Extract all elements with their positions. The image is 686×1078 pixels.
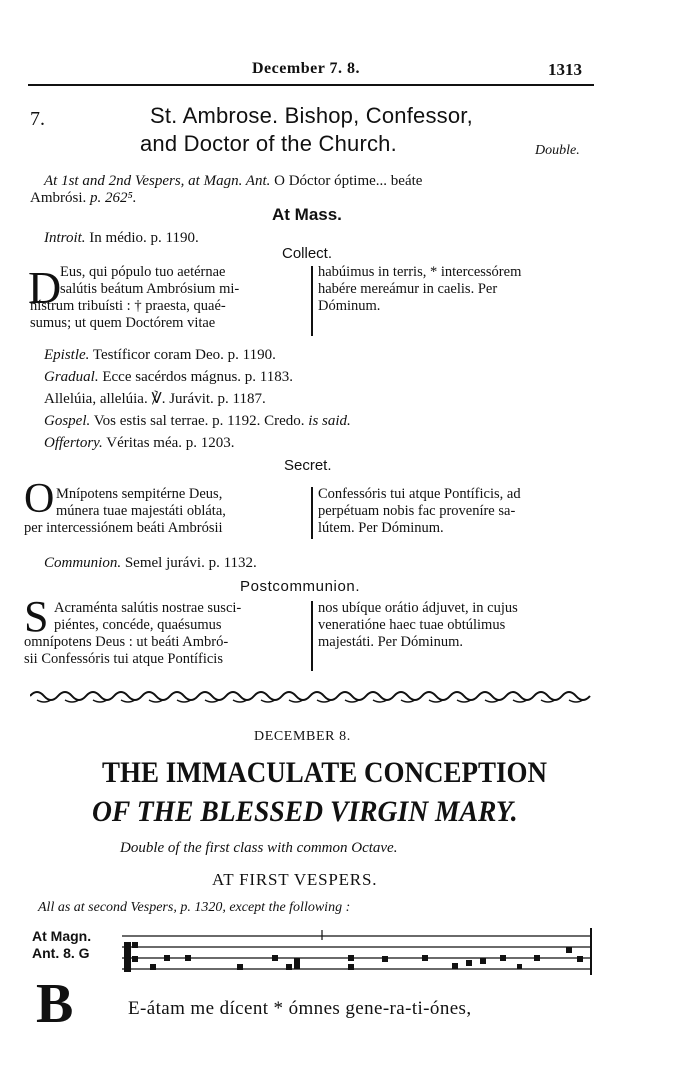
feast-title-line2: and Doctor of the Church.	[140, 131, 397, 156]
collect-column-divider	[311, 266, 313, 336]
collect-right-line: habére mereámur in caelis. Per	[318, 281, 498, 297]
mass-heading: At Mass.	[272, 205, 342, 224]
proper-text: Allelúia, allelúia. ℣. Jurávit. p. 1187.	[44, 391, 266, 407]
first-vespers-heading: AT FIRST VESPERS.	[212, 870, 378, 889]
secret-left-line: per intercessiónem beáti Ambrósii	[24, 520, 223, 536]
chant-drop-initial: B	[36, 973, 74, 1035]
vespers-note-line2	[30, 188, 136, 208]
proper-text: Vos estis sal terrae. p. 1192. Credo.	[93, 413, 305, 429]
secret-left-line: Mnípotens sempitérne Deus,	[56, 486, 223, 502]
page-number: 1313	[548, 60, 582, 79]
introit-label: Introit.	[44, 230, 86, 246]
feast2-date-label: DECEMBER 8.	[254, 729, 351, 744]
vespers-note-antiphon: O Dóctor óptime... beáte	[274, 173, 423, 189]
communion-text: Semel jurávi. p. 1132.	[124, 555, 257, 571]
introit-text: In médio. p. 1190.	[89, 230, 199, 246]
feast2-title-line2: OF THE BLESSED VIRGIN MARY.	[92, 795, 518, 828]
collect-heading: Collect.	[282, 245, 333, 262]
post-left-line: sii Confessóris tui atque Pontíficis	[24, 651, 223, 667]
chant-label-line1: At Magn.	[32, 928, 92, 944]
vespers-note-italic: At 1st and 2nd Vespers, at Magn. Ant.	[44, 173, 271, 189]
proper-label: Offertory.	[44, 435, 103, 451]
post-right-line: majestáti. Per Dóminum.	[318, 634, 463, 650]
secret-right-column	[318, 486, 594, 537]
post-left-line: Acraménta salútis nostrae susci-	[54, 600, 242, 616]
proper-suffix: is said.	[308, 413, 351, 429]
communion-line	[44, 553, 257, 573]
proper-epistle	[44, 345, 276, 365]
collect-drop-initial: D	[28, 262, 62, 313]
vespers-instruction: All as at second Vespers, p. 1320, except the following :	[38, 900, 351, 915]
collect-left-line: salútis beátum Ambrósium mi-	[60, 281, 240, 297]
collect-left-line: sumus; ut quem Doctórem vitae	[30, 315, 216, 331]
chant-staff	[122, 928, 592, 978]
running-header-date: December 7. 8.	[252, 60, 360, 77]
postcommunion-drop-initial: S	[24, 592, 49, 641]
secret-heading: Secret.	[284, 457, 332, 474]
collect-right-line: habúimus in terris, * intercessórem	[318, 264, 522, 280]
postcommunion-heading: Postcommunion.	[240, 578, 361, 595]
proper-text: Testíficor coram Deo. p. 1190.	[92, 347, 276, 363]
chant-label-line2: Ant. 8. G	[32, 945, 90, 961]
collect-left-line: nístrum tribuísti : † praesta, quaé-	[30, 298, 226, 314]
proper-gospel	[44, 411, 351, 431]
communion-label: Communion.	[44, 555, 122, 571]
proper-text: Véritas méa. p. 1203.	[106, 435, 235, 451]
proper-alleluia	[44, 389, 266, 409]
secret-right-line: Confessóris tui atque Pontíficis, ad	[318, 486, 521, 502]
secret-right-line: perpétuam nobis fac proveníre sa-	[318, 503, 516, 519]
postcommunion-left-column	[24, 600, 306, 668]
proper-label: Epistle.	[44, 347, 90, 363]
feast-rank: Double.	[535, 143, 580, 158]
post-left-line: piéntes, concéde, quaésumus	[54, 617, 222, 633]
vespers-note-ambrosi: Ambrósi.	[30, 190, 87, 206]
proper-gradual	[44, 367, 293, 387]
post-right-line: veneratióne haec tuae obtúlimus	[318, 617, 506, 633]
introit-line	[44, 228, 199, 248]
vespers-note-page: p. 262⁵.	[90, 190, 137, 206]
chant-text: E-átam me dícent * ómnes gene-ra-ti-ónes,	[128, 998, 472, 1019]
secret-right-line: lútem. Per Dóminum.	[318, 520, 444, 536]
proper-offertory	[44, 433, 235, 453]
postcommunion-column-divider	[311, 601, 313, 671]
post-right-line: nos ubíque orátio ádjuvet, in cujus	[318, 600, 518, 616]
feast-number: 7.	[30, 108, 45, 130]
feast2-title-line1: THE IMMACULATE CONCEPTION	[102, 756, 548, 789]
post-left-line: omnípotens Deus : ut beáti Ambró-	[24, 634, 229, 650]
feast-title-line1: St. Ambrose. Bishop, Confessor,	[150, 103, 473, 128]
secret-column-divider	[311, 487, 313, 539]
proper-text: Ecce sacérdos mágnus. p. 1183.	[102, 369, 293, 385]
secret-left-column	[24, 486, 306, 537]
header-rule	[28, 84, 594, 86]
proper-label: Gradual.	[44, 369, 99, 385]
collect-right-line: Dóminum.	[318, 298, 381, 314]
ornamental-divider	[30, 686, 596, 704]
feast2-rank: Double of the first class with common Octave.	[120, 840, 398, 856]
secret-left-line: múnera tuae majestáti obláta,	[56, 503, 226, 519]
collect-left-line: Eus, qui pópulo tuo aetérnae	[60, 264, 226, 280]
collect-right-column	[318, 264, 594, 315]
postcommunion-right-column	[318, 600, 594, 651]
secret-drop-initial: O	[24, 476, 55, 522]
collect-left-column	[30, 264, 306, 332]
proper-label: Gospel.	[44, 413, 91, 429]
